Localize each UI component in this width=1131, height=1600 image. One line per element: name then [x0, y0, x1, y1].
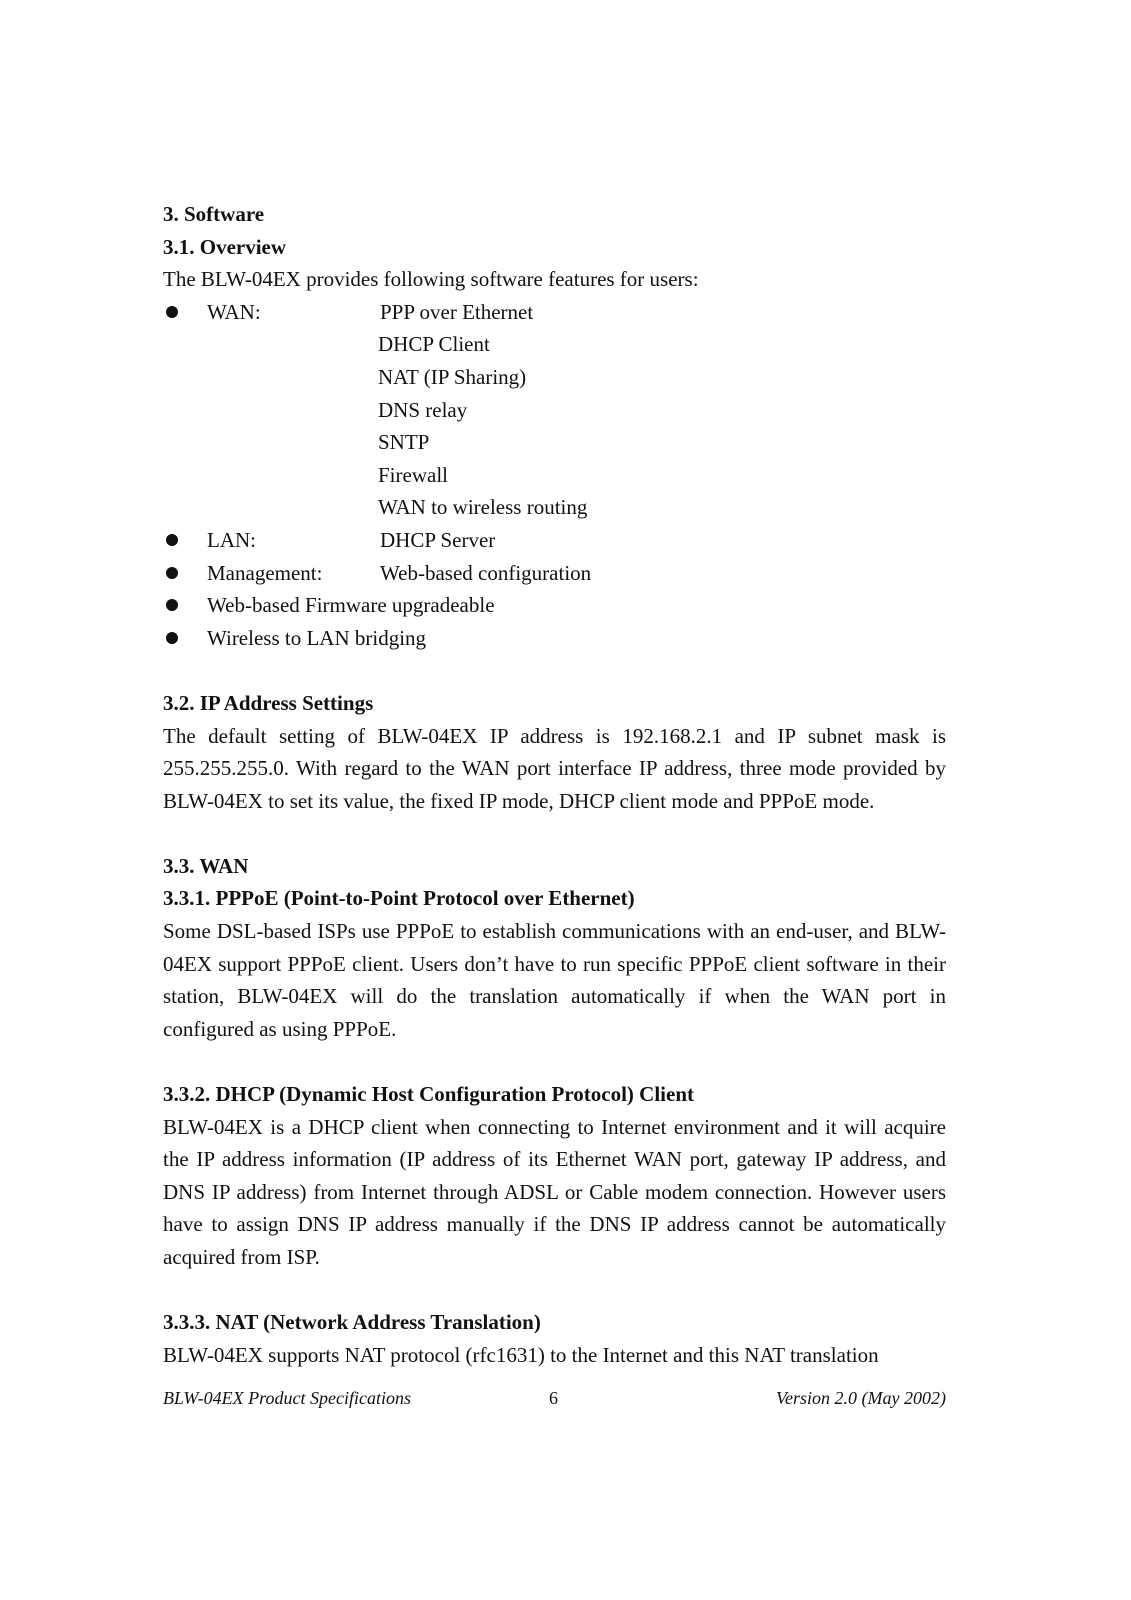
bullet-dot-icon: [166, 632, 178, 644]
footer-document-title: BLW-04EX Product Specifications: [163, 1388, 411, 1408]
section-3-2-heading: 3.2. IP Address Settings: [163, 690, 374, 715]
section-3-heading: 3. Software: [163, 202, 265, 226]
bullet-bridging: [163, 622, 946, 655]
bullet-dot-icon: [166, 599, 178, 611]
bullet-lan: [163, 524, 946, 557]
footer-page-number: 6: [549, 1388, 558, 1408]
bullet-dot-icon: [166, 306, 178, 318]
overview-intro: The BLW-04EX provides following software features for users:: [163, 267, 699, 292]
lan-feature: DHCP Server: [380, 527, 496, 552]
wan-feature-row: [163, 394, 946, 427]
lan-label: LAN:: [207, 527, 256, 552]
wan-feature: WAN to wireless routing: [378, 495, 588, 520]
wan-feature: Firewall: [378, 462, 448, 487]
wan-feature: DHCP Client: [378, 332, 490, 357]
wan-feature-row: [163, 426, 946, 459]
section-3-1-heading: 3.1. Overview: [163, 234, 287, 259]
wan-feature: NAT (IP Sharing): [378, 364, 527, 389]
footer-version: Version 2.0 (May 2002): [776, 1388, 946, 1408]
spacer: [163, 817, 946, 850]
wan-feature: PPP over Ethernet: [380, 299, 534, 324]
bullet-dot-icon: [166, 567, 178, 579]
spacer: [163, 1045, 946, 1078]
bullet-dot-icon: [166, 534, 178, 546]
page-content: [163, 198, 946, 1371]
section-3-3-2-heading: 3.3.2. DHCP (Dynamic Host Configuration Protocol) Client: [163, 1082, 694, 1107]
wan-feature-row: [163, 328, 946, 361]
spacer: [163, 1274, 946, 1307]
section-3-3-1-heading: 3.3.1. PPPoE (Point-to-Point Protocol over Ethernet): [163, 886, 635, 911]
bridging-text: Wireless to LAN bridging: [207, 625, 427, 650]
wan-feature-row: [163, 361, 946, 394]
wan-feature: SNTP: [378, 430, 430, 455]
spacer: [163, 654, 946, 687]
section-3-3-heading: 3.3. WAN: [163, 853, 249, 878]
dhcp-paragraph: BLW-04EX is a DHCP client when connecting to Internet environment and it will acquire the IP address information (IP address of its Ethernet WAN port, gateway IP address, and DNS IP address) from Internet through ADSL or Cable modem connection. However users have to assign DNS IP address manually if the DNS IP address cannot be automatically acquired from ISP.: [163, 1114, 946, 1269]
bullet-wan: [163, 296, 946, 329]
ip-settings-paragraph: The default setting of BLW-04EX IP address is 192.168.2.1 and IP subnet mask is 255.255.255.0. With regard to the WAN port interface IP address, three mode provided by BLW-04EX to set its value, the fixed IP mode, DHCP client mode and PPPoE mode.: [163, 723, 946, 813]
management-feature: Web-based configuration: [380, 560, 592, 585]
bullet-firmware: [163, 589, 946, 622]
wan-feature-row: [163, 459, 946, 492]
wan-feature-row: [163, 491, 946, 524]
bullet-management: [163, 557, 946, 590]
nat-paragraph: BLW-04EX supports NAT protocol (rfc1631) to the Internet and this NAT translation: [163, 1342, 879, 1367]
page-footer: [163, 1388, 946, 1414]
pppoe-paragraph: Some DSL-based ISPs use PPPoE to establish communications with an end-user, and BLW-04EX support PPPoE client. Users don’t have to run specific PPPoE client software in their station, BLW-04EX will do the translation automatically if when the WAN port in configured as using PPPoE.: [163, 919, 946, 1041]
wan-feature: DNS relay: [378, 397, 468, 422]
firmware-text: Web-based Firmware upgradeable: [207, 593, 495, 618]
wan-label: WAN:: [207, 299, 261, 324]
management-label: Management:: [207, 560, 323, 585]
section-3-3-3-heading: 3.3.3. NAT (Network Address Translation): [163, 1310, 541, 1335]
